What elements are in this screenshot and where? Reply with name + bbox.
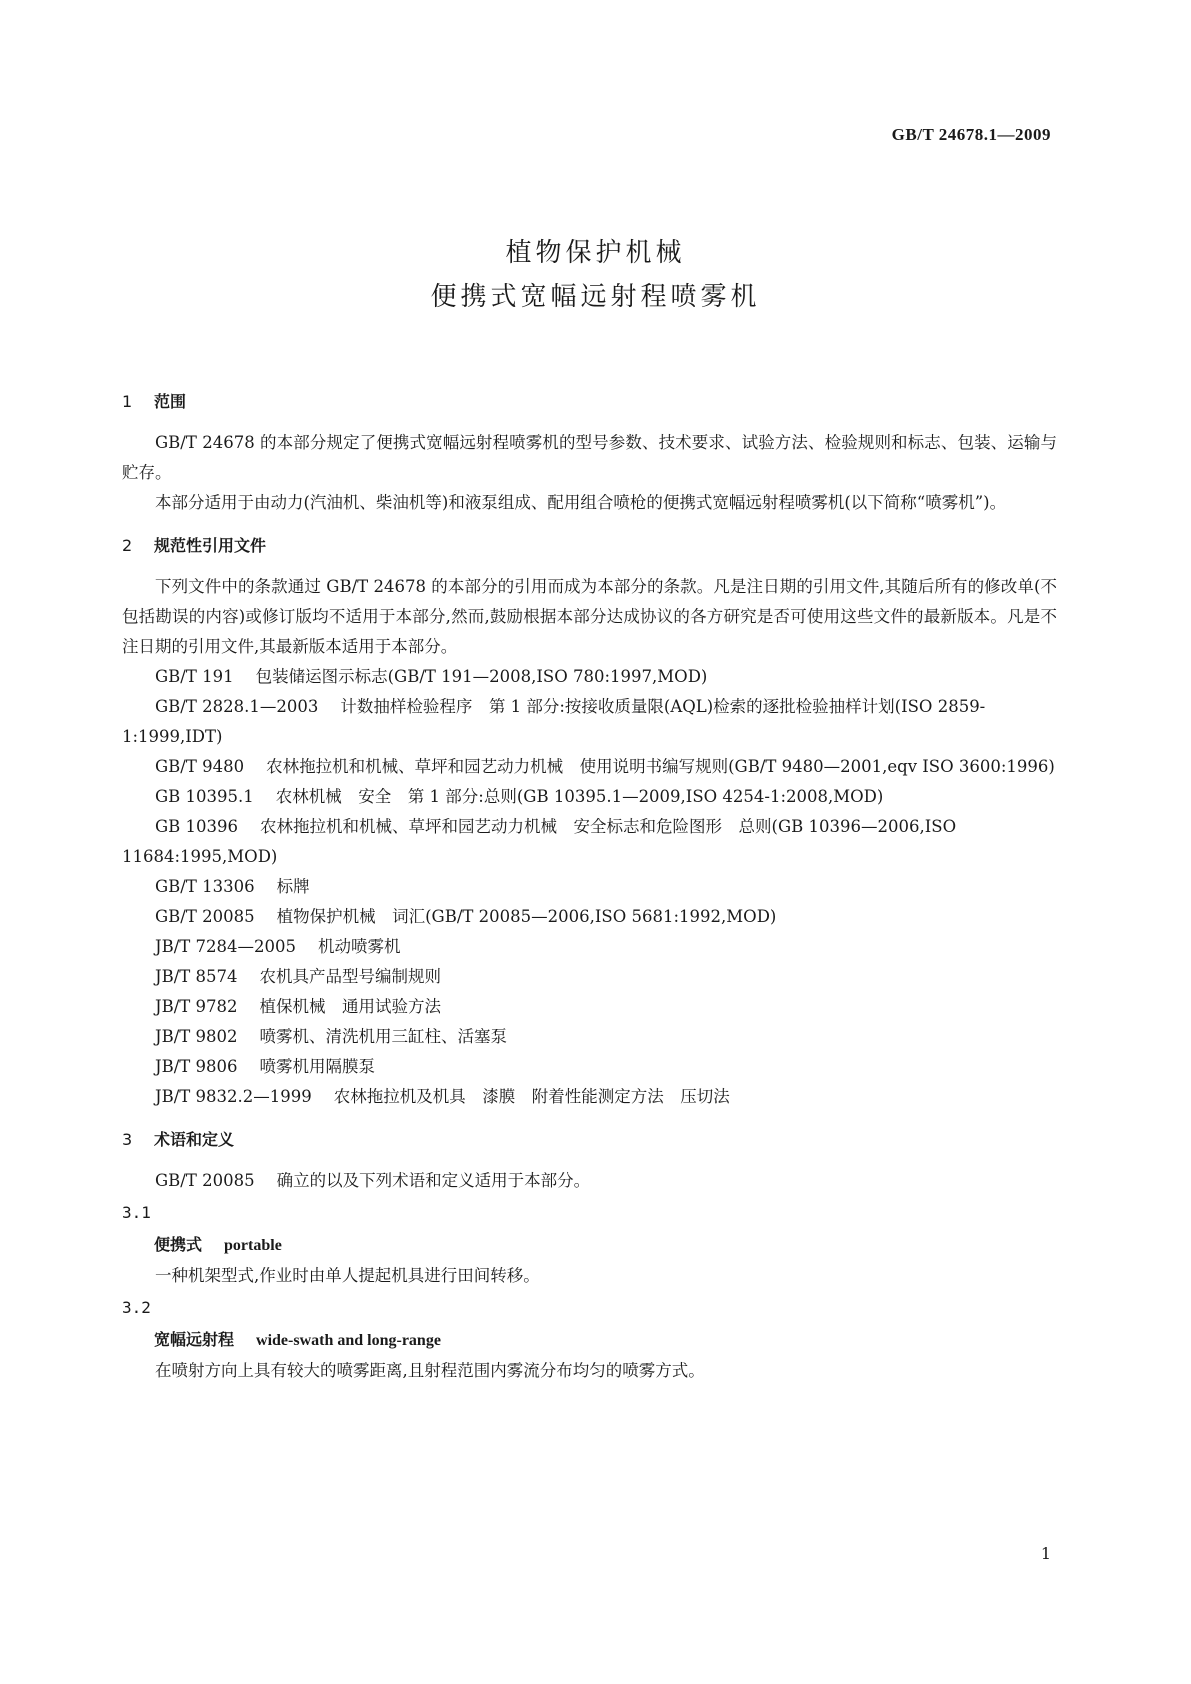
reference-item bbox=[122, 812, 1057, 872]
paragraph bbox=[122, 1166, 1057, 1196]
reference-code: JB/T 9806 bbox=[155, 1057, 238, 1076]
reference-text: 农林拖拉机及机具 漆膜 附着性能测定方法 压切法 bbox=[333, 1087, 730, 1106]
reference-code: JB/T 8574 bbox=[155, 967, 238, 986]
section-heading-2 bbox=[122, 528, 1057, 564]
reference-item bbox=[122, 962, 1057, 992]
title-line-1: 植物保护机械 bbox=[505, 238, 686, 268]
term-entry bbox=[122, 1325, 1057, 1356]
title-line-2: 便携式宽幅远射程喷雾机 bbox=[430, 282, 761, 312]
reference-item bbox=[122, 662, 1057, 692]
reference-item bbox=[122, 692, 1057, 752]
term-english: wide-swath and long-range bbox=[256, 1332, 441, 1349]
reference-text: 植物保护机械 词汇(GB/T 20085—2006,ISO 5681:1992,MOD) bbox=[276, 907, 777, 926]
reference-code: GB/T 20085 bbox=[155, 1171, 255, 1190]
section-title: 规范性引用文件 bbox=[154, 536, 267, 555]
section-number: 1 bbox=[122, 392, 133, 411]
reference-item bbox=[122, 932, 1057, 962]
section-heading-1 bbox=[122, 384, 1057, 420]
reference-item bbox=[122, 1052, 1057, 1082]
paragraph: 下列文件中的条款通过 GB/T 24678 的本部分的引用而成为本部分的条款。凡是注日期的引用文件,其随后所有的修改单(不包括勘误的内容)或修订版均不适用于本部分,然而,鼓励根据本部分达成协议的各方研究是否可使用这些文件的最新版本。凡是不注日期的引用文件,其最新版本适用于本部分。 bbox=[122, 577, 1057, 656]
paragraph: GB/T 24678 的本部分规定了便携式宽幅远射程喷雾机的型号参数、技术要求、试验方法、检验规则和标志、包装、运输与贮存。 bbox=[122, 433, 1057, 482]
reference-text: 标牌 bbox=[276, 877, 310, 896]
section-title: 范围 bbox=[154, 392, 187, 411]
reference-item bbox=[122, 782, 1057, 812]
reference-item bbox=[122, 752, 1057, 782]
reference-item bbox=[122, 992, 1057, 1022]
term-definition: 一种机架型式,作业时由单人提起机具进行田间转移。 bbox=[155, 1266, 540, 1285]
reference-code: GB 10396 bbox=[155, 817, 239, 836]
reference-code: GB/T 13306 bbox=[155, 877, 255, 896]
term-english: portable bbox=[224, 1237, 282, 1254]
reference-item bbox=[122, 902, 1057, 932]
reference-code: JB/T 9802 bbox=[155, 1027, 238, 1046]
reference-code: JB/T 9832.2—1999 bbox=[155, 1087, 312, 1106]
reference-code: JB/T 9782 bbox=[155, 997, 238, 1016]
reference-text: 农林拖拉机和机械、草坪和园艺动力机械 使用说明书编写规则(GB/T 9480—2001,eqv ISO 3600:1996) bbox=[266, 757, 1055, 776]
section-heading-3 bbox=[122, 1122, 1057, 1158]
reference-text: 农林机械 安全 第 1 部分:总则(GB 10395.1—2009,ISO 4254-1:2008,MOD) bbox=[275, 787, 884, 806]
paragraph: 本部分适用于由动力(汽油机、柴油机等)和液泵组成、配用组合喷枪的便携式宽幅远射程喷雾机(以下简称“喷雾机”)。 bbox=[155, 493, 1007, 512]
reference-text: 农林拖拉机和机械、草坪和园艺动力机械 安全标志和危险图形 总则(GB 10396—2006,ISO 11684:1995,MOD) bbox=[122, 817, 957, 866]
reference-text: 喷雾机、清洗机用三缸柱、活塞泵 bbox=[259, 1027, 508, 1046]
reference-list bbox=[122, 662, 1057, 1112]
reference-text: 机动喷雾机 bbox=[318, 937, 401, 956]
term-definition: 在喷射方向上具有较大的喷雾距离,且射程范围内雾流分布均匀的喷雾方式。 bbox=[155, 1361, 705, 1380]
reference-code: JB/T 7284—2005 bbox=[155, 937, 297, 956]
reference-code: GB/T 9480 bbox=[155, 757, 245, 776]
section-number: 2 bbox=[122, 536, 133, 555]
reference-text: 植保机械 通用试验方法 bbox=[259, 997, 442, 1016]
term-number: 3.1 bbox=[122, 1203, 151, 1222]
reference-text: 农机具产品型号编制规则 bbox=[259, 967, 442, 986]
reference-text: 计数抽样检验程序 第 1 部分:按接收质量限(AQL)检索的逐批检验抽样计划(ISO 2859-1:1999,IDT) bbox=[122, 697, 986, 746]
term-entry bbox=[122, 1230, 1057, 1261]
reference-item bbox=[122, 1022, 1057, 1052]
reference-item bbox=[122, 872, 1057, 902]
document-body bbox=[122, 378, 1057, 1386]
section-title: 术语和定义 bbox=[154, 1130, 235, 1149]
reference-text: 喷雾机用隔膜泵 bbox=[259, 1057, 376, 1076]
term-chinese: 便携式 bbox=[154, 1235, 203, 1254]
standard-number: GB/T 24678.1—2009 bbox=[891, 125, 1051, 144]
term-number: 3.2 bbox=[122, 1298, 151, 1317]
reference-code: GB/T 191 bbox=[155, 667, 234, 686]
paragraph-text: 确立的以及下列术语和定义适用于本部分。 bbox=[276, 1171, 591, 1190]
term-chinese: 宽幅远射程 bbox=[154, 1330, 235, 1349]
reference-text: 包装储运图示标志(GB/T 191—2008,ISO 780:1997,MOD) bbox=[255, 667, 708, 686]
page-number: 1 bbox=[1040, 1544, 1051, 1563]
reference-code: GB 10395.1 bbox=[155, 787, 254, 806]
reference-code: GB/T 2828.1—2003 bbox=[155, 697, 319, 716]
reference-code: GB/T 20085 bbox=[155, 907, 255, 926]
reference-item bbox=[122, 1082, 1057, 1112]
section-number: 3 bbox=[122, 1130, 133, 1149]
